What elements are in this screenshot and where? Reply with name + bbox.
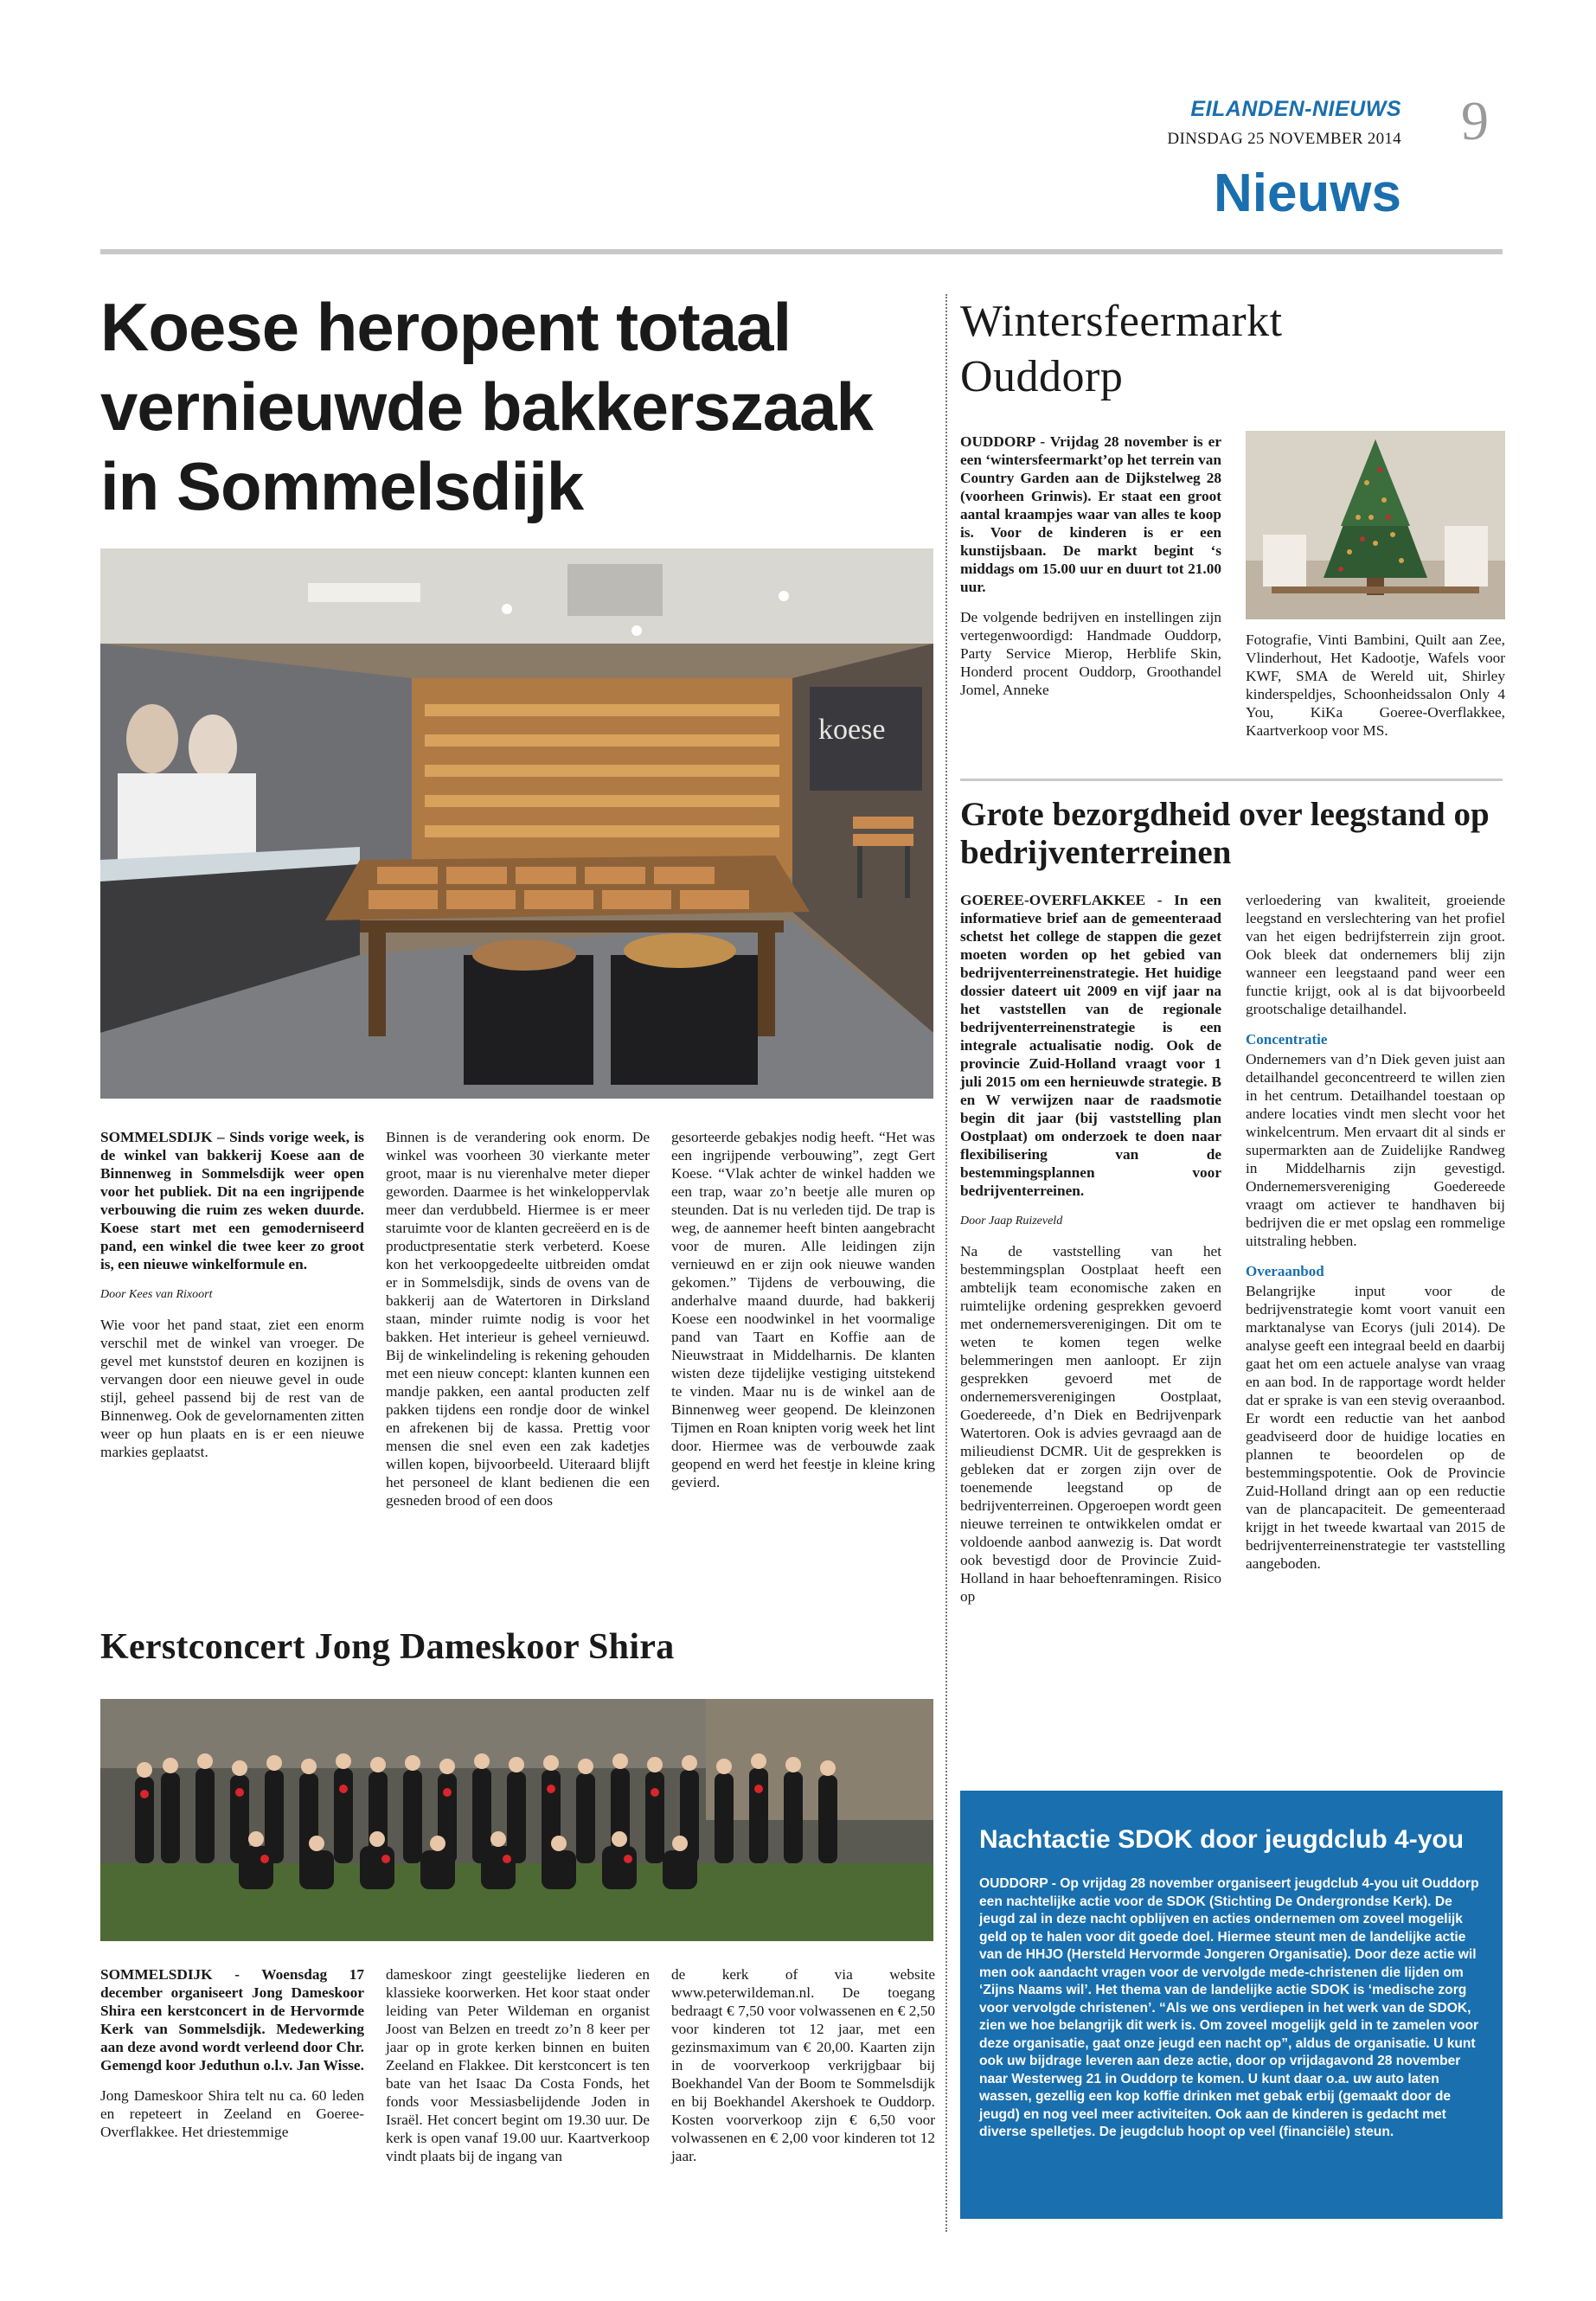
shira-lead: SOMMELSDIJK - Woensdag 17 december organiseert Jong Dameskoor Shira een kerstconcert in de Hervormde Kerk van Sommelsdijk. Medewerking aan deze avond wordt verleend door Chr. Gemengd koor Jeduthun o.l.v. Jan Wisse. [100,1966,364,2073]
shira-column-2 [386,1965,650,2177]
shira-headline: Kerstconcert Jong Dameskoor Shira [100,1627,675,1667]
sdok-box [960,1791,1503,2219]
shira-column-1 [100,1965,364,2153]
koese-lead: SOMMELSDIJK – Sinds vorige week, is de winkel van bakkerij Koese aan de Binnenweg in Sommelsdijk weer open voor het publiek. Dit na een ingrijpende verbouwing die ruim zes weken duurde. Koese start met een gemoderniseerd pand, een winkel die twee keer zo groot is, een nieuwe winkelformule en. [100,1129,364,1272]
winter-column-2 [1246,631,1505,740]
page-number: 9 [1461,90,1489,151]
christmas-tree-photo [1246,431,1505,619]
column-divider [945,294,947,2232]
leegstand-lead: GOEREE-OVERFLAKKEE - In een informatieve brief aan de gemeenteraad schetst het college de stappen die gezet moeten worden op het gebied van bedrijventerreinenstrategie. Het huidige dossier dateert uit 2009 en vijf jaar na het vaststellen van de regionale bedrijventerreinenstrategie is een integrale actualisatie nodig. Ook de provincie Zuid-Holland vraagt voor 1 juli 2015 om een hernieuwde strategie. B en W verwijzen naar de raadsmotie begin dit jaar (bij vaststelling plan Oostplaat) om onderzoek te doen naar flexibilisering van de bestemmingsplannen voor bedrijventerreinen. [960,892,1221,1199]
leegstand-byline: Door Jaap Ruizeveld [960,1215,1063,1227]
shira-body-1: Jong Dameskoor Shira telt nu ca. 60 leden en repeteert in Zeeland en Goeree-Overflakkee. Het driestemmige [100,2087,364,2140]
winter-lead: OUDDORP - Vrijdag 28 november is er een ‘wintersfeermarkt’op het terrein van Country Garden aan de Dijkstelweg 28 (voorheen Grinwis). Er staat een groot aantal kraampjes waar van alles te koop is. Voor de kinderen is er een kunstijsbaan. De markt begint ‘s middags om 15.00 uur en duurt tot 21.00 uur. [960,433,1222,595]
koese-column-3 [671,1128,935,1503]
koese-body-1: Wie voor het pand staat, ziet een enorm verschil met de winkel van vroeger. De gevel met kunststof deuren en kozijnen is vervangen door een nieuwe gevel in oude stijl, geheel passend bij de rest van de Binnenweg. Ook de gevelornamenten zitten weer op hun plaats en is er een nieuwe markies geplaatst. [100,1317,364,1460]
koese-column-2 [386,1128,650,1522]
section-title: Nieuws [1213,163,1401,223]
winter-column-1 [960,433,1221,711]
koese-byline: Door Kees van Rixoort [100,1288,213,1301]
koese-body-3: gesorteerde gebakjes nodig heeft. “Het was een ingrijpende verbouwing”, zegt Gert Koese. “Vlak achter de winkel hadden we een trap, waar zo’n beetje alle muren op steunden. Dat is nu verleden tijd. De trap is weg, de aannemer heeft binten aangebracht voor de muren. Alle leidingen zijn vernieuwd en er zijn ook nieuwe wanden gekomen.” Tijdens de verbouwing, die anderhalve maand duurde, had bakkerij Koese een noodwinkel in het voormalige pand van Taart en Koffie aan de Nieuwstraat in Middelharnis. De klanten wisten deze tijdelijke vestiging uitstekend te vinden. Maar nu is de winkel aan de Binnenweg weer geopend. De kleinzonen Tijmen en Roan knipten vorig week het lint door. Hiermee was de verbouwde zaak geopend en werd het feestje in kleine kring gevierd. [671,1129,935,1490]
shira-column-3 [671,1965,935,2177]
winter-body-1: De volgende bedrijven en instellingen zijn vertegenwoordigd: Handmade Ouddorp, Party Service Mierop, Herblife Skin, Honderd procent Ouddorp, Groothandel Jomel, Anneke [960,609,1221,698]
sdok-headline: Nachtactie SDOK door jeugdclub 4-you [979,1825,1465,1854]
masthead: EILANDEN-NIEUWS [1190,97,1401,121]
shop-sign [818,714,885,746]
leegstand-body-1: Na de vaststelling van het bestemmingsplan Oostplaat heeft een ambtelijk team economische zaken en ruimtelijke ordening gesprekken gevoerd met ondernemersverenigingen. Dit om te weten te komen tegen welke belemmeringen men aanloopt. Er zijn gesprekken gevoerd met de ondernemersverenigingen Oostplaat, Goedereede, d’n Diek en Bedrijvenpark Watertoren. Ook is advies gevraagd aan de milieudienst DCMR. Uit de gesprekken is gebleken dat er zorgen zijn over de toenemende leegstand op de bedrijventerreinen. Opgeroepen wordt geen nieuwe terreinen te ontwikkelen omdat er voldoende aanbod aanwezig is. Dat wordt ook bevestigd door de Provincie Zuid-Holland in haar behoeftenramingen. Risico op [960,1243,1221,1605]
sdok-body: OUDDORP - Op vrijdag 28 november organiseert jeugdclub 4-you uit Ouddorp een nachtelijke actie voor de SDOK (Stichting De Ondergrondse Kerk). De jeugd zal in deze nacht opblijven en acties ondernemen om zoveel mogelijk geld op te halen voor dit goede doel. Hiermee steunt men de landelijke actie van de HHJO (Hersteld Hervormde Jongeren Organisatie). Door deze actie wil men ook aandacht vragen voor de vervolgde mede-christenen die lijden om ‘Zijns Naams wil’. Het thema van de landelijke actie SDOK is ‘medische zorg voor vervolgde christenen’. “Als we ons verdiepen in het werk van de SDOK, zien we hoe belangrijk dit werk is. Om zoveel mogelijk geld in te zamelen voor deze organisatie, gaat onze jeugd een nacht op”, aldus de organisatie. U kunt ook uw bijdrage leveren aan deze actie, door op vrijdagavond 28 november naar Westerweg 21 in Ouddorp te komen. U kunt daar o.a. uw auto laten wassen, gezellig een kop koffie drinken met gebak erbij (gemaakt door de jeugd) en nog veel meer activiteiten. Ook aan de kinderen is gedacht met diverse spelletjes. De jeugdclub hoopt op veel (financiële) steun. [979,1876,1479,2139]
koese-headline: Koese heropent totaal vernieuwde bakkerszaak in Sommelsdijk [100,289,873,525]
shira-body-3: de kerk of via website www.peterwildeman.nl. De toegang bedraagt € 7,50 voor volwassenen en € 2,50 voor kinderen tot 12 jaar, met een gezinsmaximum van € 20,00. Kaarten zijn in de voorverkoop verkrijgbaar bij Boekhandel Van der Boom te Sommelsdijk en bij Boekhandel Akershoek te Ouddorp. Kosten voorverkoop zijn € 6,50 voor volwassenen en € 2,00 voor kinderen tot 12 jaar. [671,1966,935,2164]
shira-body-2: dameskoor zingt geestelijke liederen en klassieke koorwerken. Het koor staat onder leiding van Peter Wildeman en organist Joost van Belzen en treedt zo’n 8 keer per jaar op in grote kerken binnen en buiten Zeeland en Flakkee. Dit kerstconcert is ten bate van het Isaac Da Costa Fonds, het fonds voor Messiasbelijdende Joden in Israël. Het concert begint om 19.30 uur. De kerk is open vanaf 19.00 uur. Kaartverkoop vindt plaats bij de ingang van [386,1966,650,2164]
leegstand-body-3: Ondernemers van d’n Diek geven juist aan detailhandel geconcentreerd te willen zien in het centrum. Detailhandel toestaan op andere locaties vindt men slecht voor het winkelcentrum. Men ervaart dit al sinds er supermarkten aan de Zuidelijke Randweg in Middelharnis zijn gevestigd. Ondernemersvereniging Goedereede vraagt om actiever te handhaven bij bedrijven die er met opslag een rommelige uitstraling hebben. [1246,1051,1505,1249]
koese-body-2: Binnen is de verandering ook enorm. De winkel was voorheen 30 vierkante meter groot, maar is nu vierenhalve meter dieper geworden. Daarmee is het winkeloppervlak meer dan verdubbeld. Hiermee is er meer staruimte voor de klanten gecreëerd en is de productpresentatie sterk verbeterd. Koese kon het verkoopgedeelte uitbreiden omdat er in Sommelsdijk, sinds de ovens van de bakkerij aan de Watertoren in Dirksland staan, minder ruimte nodig is voor het bakken. Het interieur is geheel vernieuwd. Bij de winkelindeling is rekening gehouden met een nieuw concept: klanten kunnen een mandje pakken, een aantal producten zelf pakken tijdens een rondje door de winkel en afrekenen bij de kassa. Prettig voor mensen die snel even een zak kadetjes willen kopen, bijvoorbeeld. Uiteraard blijft het personeel de klant bedienen die een gesneden brood of een doos [386,1129,650,1509]
winter-body-2: Fotografie, Vinti Bambini, Quilt aan Zee, Vlinderhout, Het Kadootje, Wafels voor KWF, SMA de Wereld uit, Shirley kinderspeldjes, Schoonheidssalon Only 4 You, KiKa Goeree-Overflakkee, Kaartverkoop voor MS. [1246,631,1505,739]
winter-headline: Wintersfeermarkt Ouddorp [960,297,1283,401]
issue-date: DINSDAG 25 NOVEMBER 2014 [1167,130,1401,148]
header-rule [100,249,1503,254]
shop-sign-text: koese [818,714,886,746]
leegstand-column-2 [1246,891,1505,1585]
bakery-photo [100,548,933,1099]
leegstand-subhead-concentratie: Concentratie [1246,1031,1328,1048]
leegstand-rule [960,779,1503,781]
leegstand-column-1 [960,891,1221,1618]
leegstand-body-2: verloedering van kwaliteit, groeiende leegstand en verslechtering van het profiel van het eigen bedrijfsterrein zijn groot. Ook bleek dat ondernemers blij zijn wanneer een leegstaand pand weer een functie krijgt, ook al is dat bijvoorbeeld grootschalige detailhandel. [1246,892,1505,1017]
choir-photo [100,1699,933,1941]
leegstand-subhead-overaanbod: Overaanbod [1246,1263,1324,1279]
leegstand-headline: Grote bezorgdheid over leegstand op bedrijventerreinen [960,796,1490,871]
koese-column-1 [100,1128,364,1473]
leegstand-body-4: Belangrijke input voor de bedrijvenstrategie komt voort vanuit een marktanalyse van Ecorys (juli 2014). De analyse geeft een integraal beeld en daarbij gaat het om een actuele analyse van vraag en aan bod. In de rapportage wordt helder dat er sprake is van een stevig overaanbod. Er wordt een reductie van het aanbod geadviseerd door de huidige locaties en plannen te beoordelen op de bestemmingspotentie. Ook de Provincie Zuid-Holland dringt aan op een reductie van de plancapaciteit. De gemeenteraad krijgt in het tweede kwartaal van 2015 de bedrijventerreinenstrategie ter vaststelling aangeboden. [1246,1283,1505,1572]
